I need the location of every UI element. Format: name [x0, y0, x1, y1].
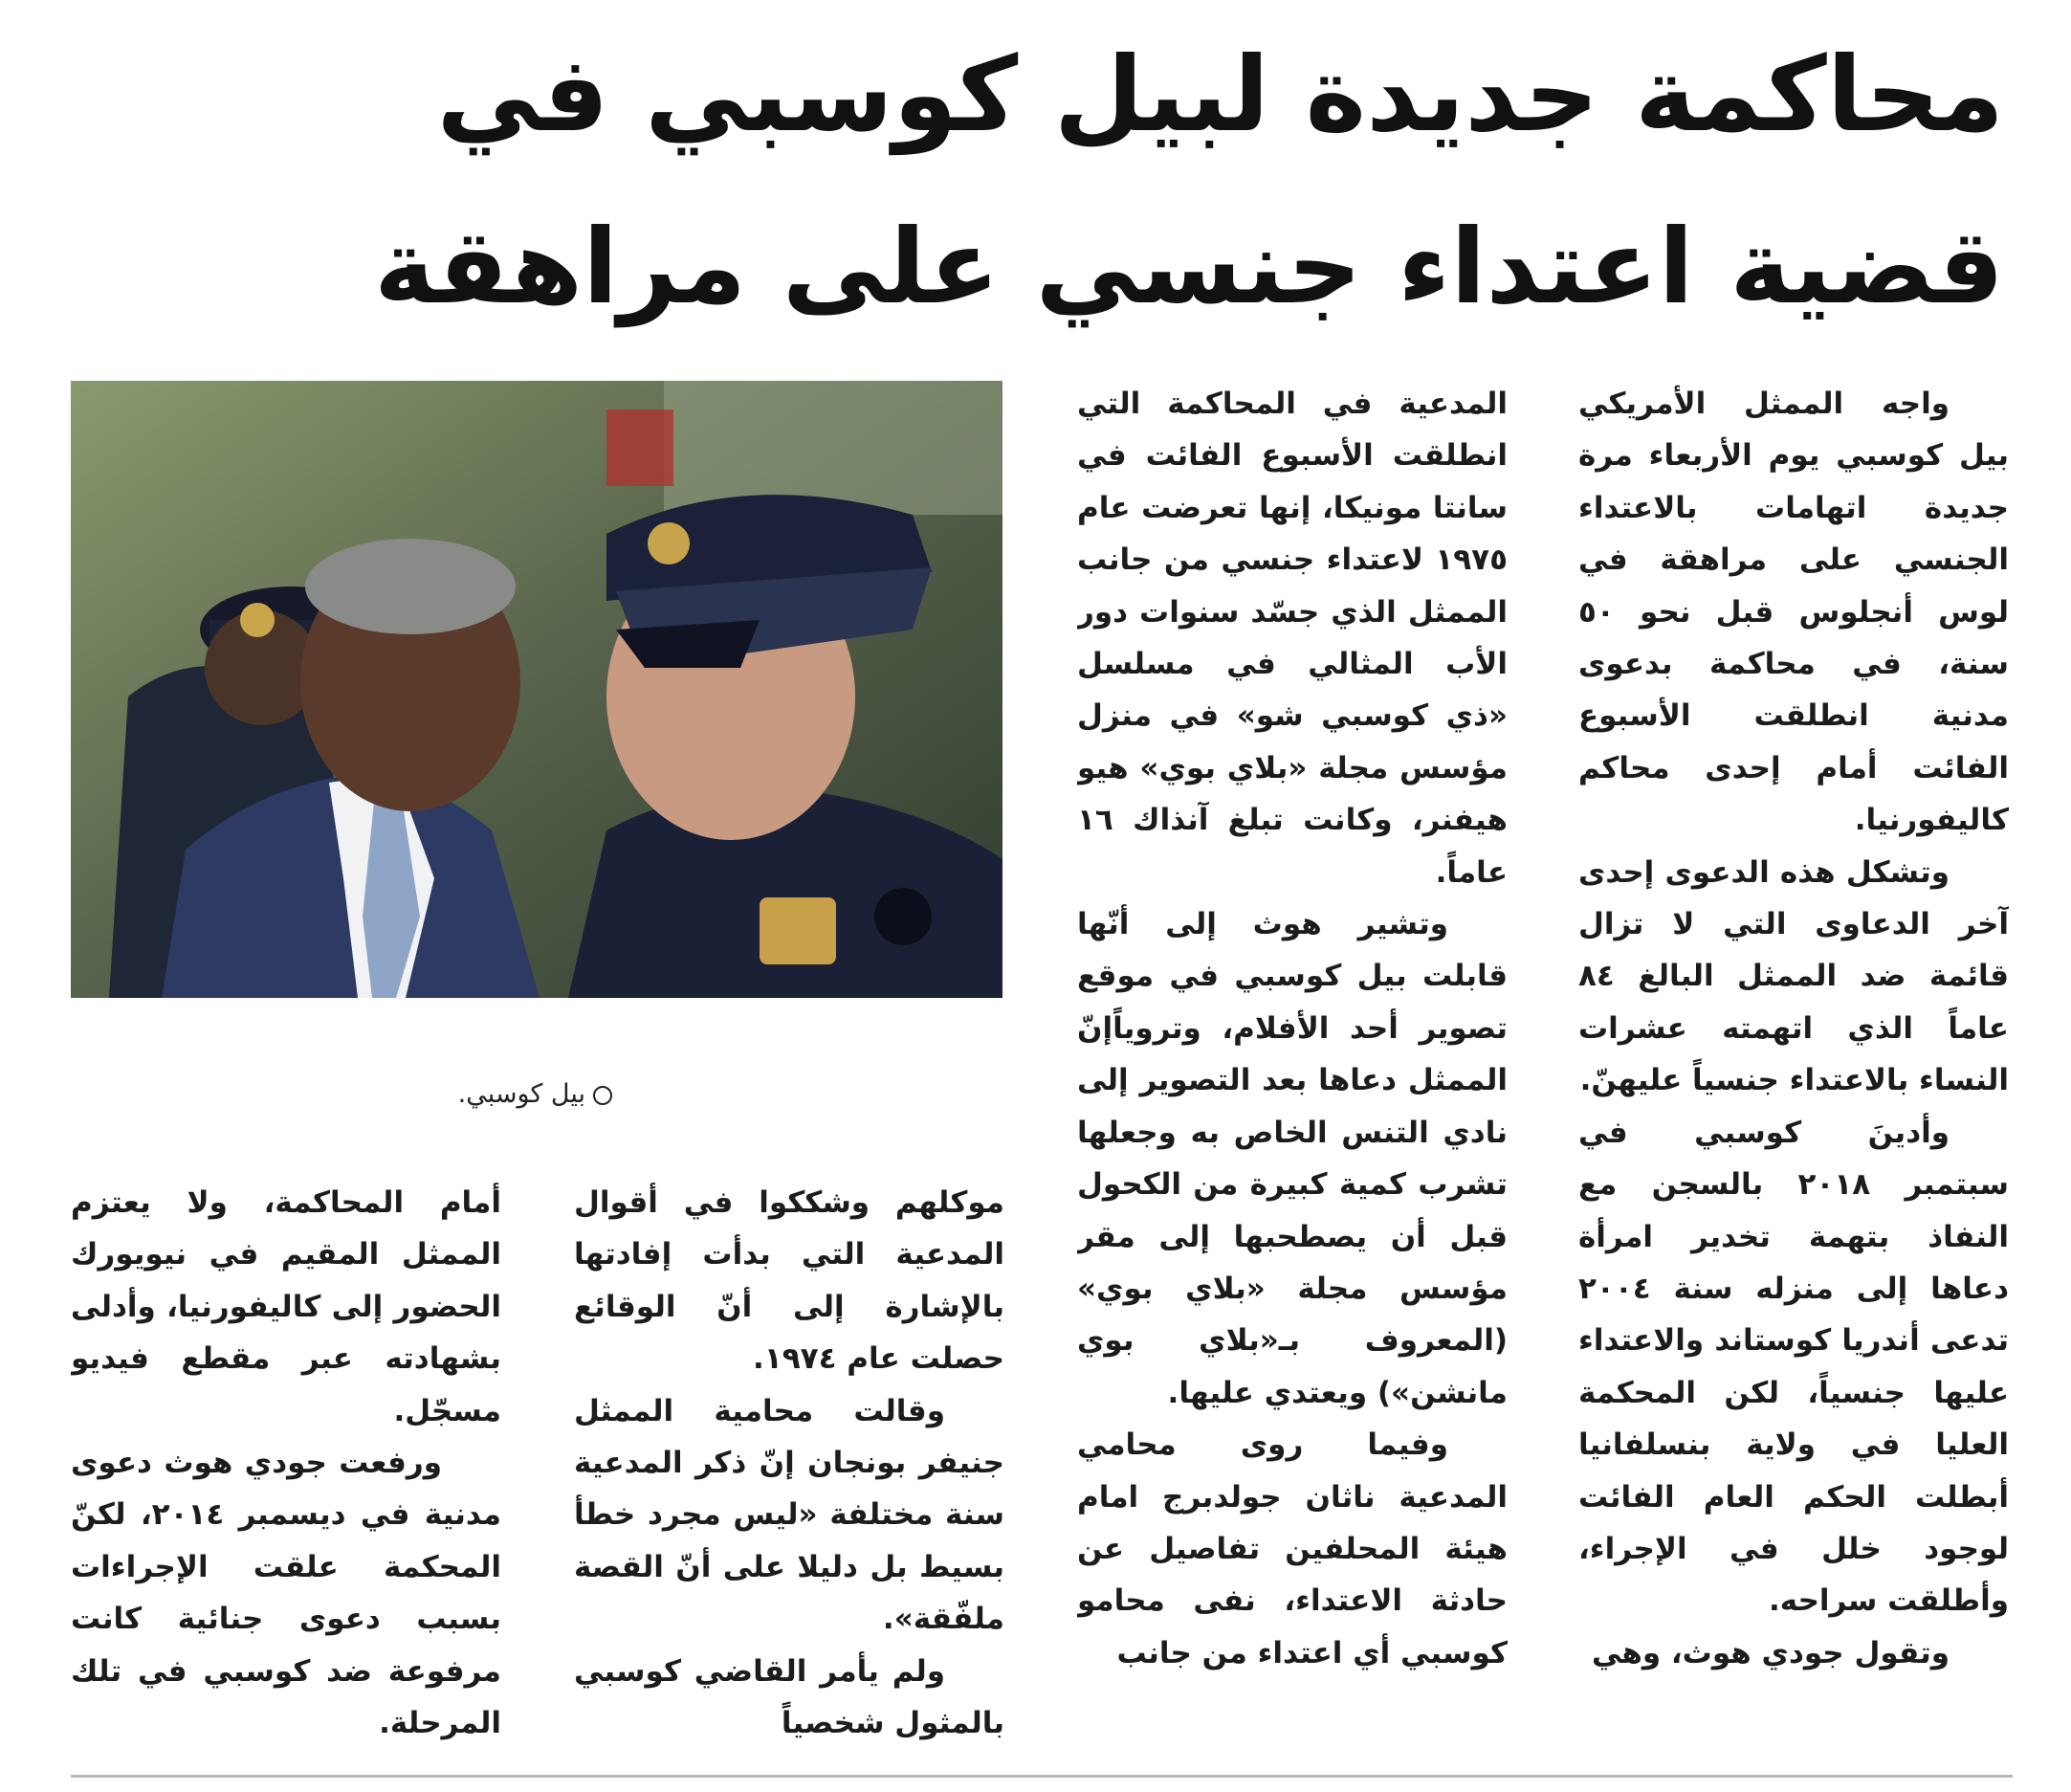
bottom-divider [71, 1775, 2013, 1778]
column-4-paragraph-1: أمام المحاكمة، ولا يعتزم الممثل المقيم في نيويورك الحضور إلى كاليفورنيا، وأدلى بشهادته عبر مقطع فيديو مسجّل. [71, 1185, 501, 1428]
column-2-paragraph-3: وفيما روى محامي المدعية ناثان جولدبرج امام هيئة المحلفين تفاصيل عن حادثة الاعتداء، نفى محامو كوسبي أي اعتداء من جانب [1077, 1427, 1508, 1670]
photo-caption-text: بيل كوسبي. [457, 1079, 585, 1109]
article-column-4 [71, 1177, 501, 1751]
caption-bullet-icon [593, 1086, 612, 1105]
headline-line-2: قضية اعتداء جنسي على مراهقة [373, 208, 2004, 327]
article-column-1 [1578, 378, 2009, 1746]
article-column-3 [574, 1177, 1004, 1751]
column-1-paragraph-3: وأدينَ كوسبي في سبتمبر ٢٠١٨ بالسجن مع النفاذ بتهمة تخدير امرأة دعاها إلى منزله سنة ٢٠٠٤ تدعى أندريا كوستاند والاعتداء عليها جنسياً، لكن المحكمة العليا في ولاية بنسلفانيا أبطلت الحكم العام الفائت لوجود خلل في الإجراء، وأطلقت سراحه. [1578, 1115, 2009, 1619]
column-2-paragraph-1: المدعية في المحاكمة التي انطلقت الأسبوع الفائت في سانتا مونيكا، إنها تعرضت عام ١٩٧٥ لاعتداء جنسي من جانب الممثل الذي جسّد سنوات دور الأب المثالي في مسلسل «ذي كوسبي شو» في منزل مؤسس مجلة «بلاي بوي» هيو هيفنر، وكانت تبلغ آنذاك ١٦ عاماً. [1077, 387, 1508, 890]
photo-caption [364, 1079, 612, 1109]
column-1-paragraph-2: وتشكل هذه الدعوى إحدى آخر الدعاوى التي لا تزال قائمة ضد الممثل البالغ ٨٤ عاماً الذي اتهمته عشرات النساء بالاعتداء جنسياً عليهنّ. [1578, 854, 2009, 1098]
column-3-paragraph-2: وقالت محامية الممثل جنيفر بونجان إنّ ذكر المدعية سنة مختلفة «ليس مجرد خطأ بسيط بل دليلا على أنّ القصة ملفّقة». [574, 1393, 1004, 1637]
column-1-paragraph-4: وتقول جودي هوث، وهي [1591, 1635, 1950, 1670]
news-photo [71, 381, 1002, 998]
column-4-paragraph-2: ورفعت جودي هوث دعوى مدنية في ديسمبر ٢٠١٤، لكنّ المحكمة علقت الإجراءات بسبب دعوى جنائية كانت مرفوعة ضد كوسبي في تلك المرحلة. [71, 1446, 501, 1741]
column-3-paragraph-3: ولم يأمر القاضي كوسبي بالمثول شخصياً [574, 1653, 1004, 1741]
headline-line-1: محاكمة جديدة لبيل كوسبي في [436, 35, 2004, 155]
column-3-paragraph-1: موكلهم وشككوا في أقوال المدعية التي بدأت إفادتها بالإشارة إلى أنّ الوقائع حصلت عام ١٩٧٤. [574, 1185, 1004, 1377]
column-1-paragraph-1: واجه الممثل الأمريكي بيل كوسبي يوم الأربعاء مرة جديدة اتهامات بالاعتداء الجنسي على مراهقة في لوس أنجلوس قبل نحو ٥٠ سنة، في محاكمة بدعوى مدنية انطلقت الأسبوع الفائت أمام إحدى محاكم كاليفورنيا. [1578, 387, 2009, 838]
column-2-paragraph-2: وتشير هوث إلى أنّها قابلت بيل كوسبي في موقع تصوير أحد الأفلام، وتروياًإنّ الممثل دعاها بعد التصوير إلى نادي التنس الخاص به وجعلها تشرب كمية كبيرة من الكحول قبل أن يصطحبها إلى مقر مؤسس مجلة «بلاي بوي» (المعروف بـ«بلاي بوي مانشن») ويعتدي عليها. [1077, 907, 1508, 1410]
article-column-2 [1077, 378, 1508, 1746]
